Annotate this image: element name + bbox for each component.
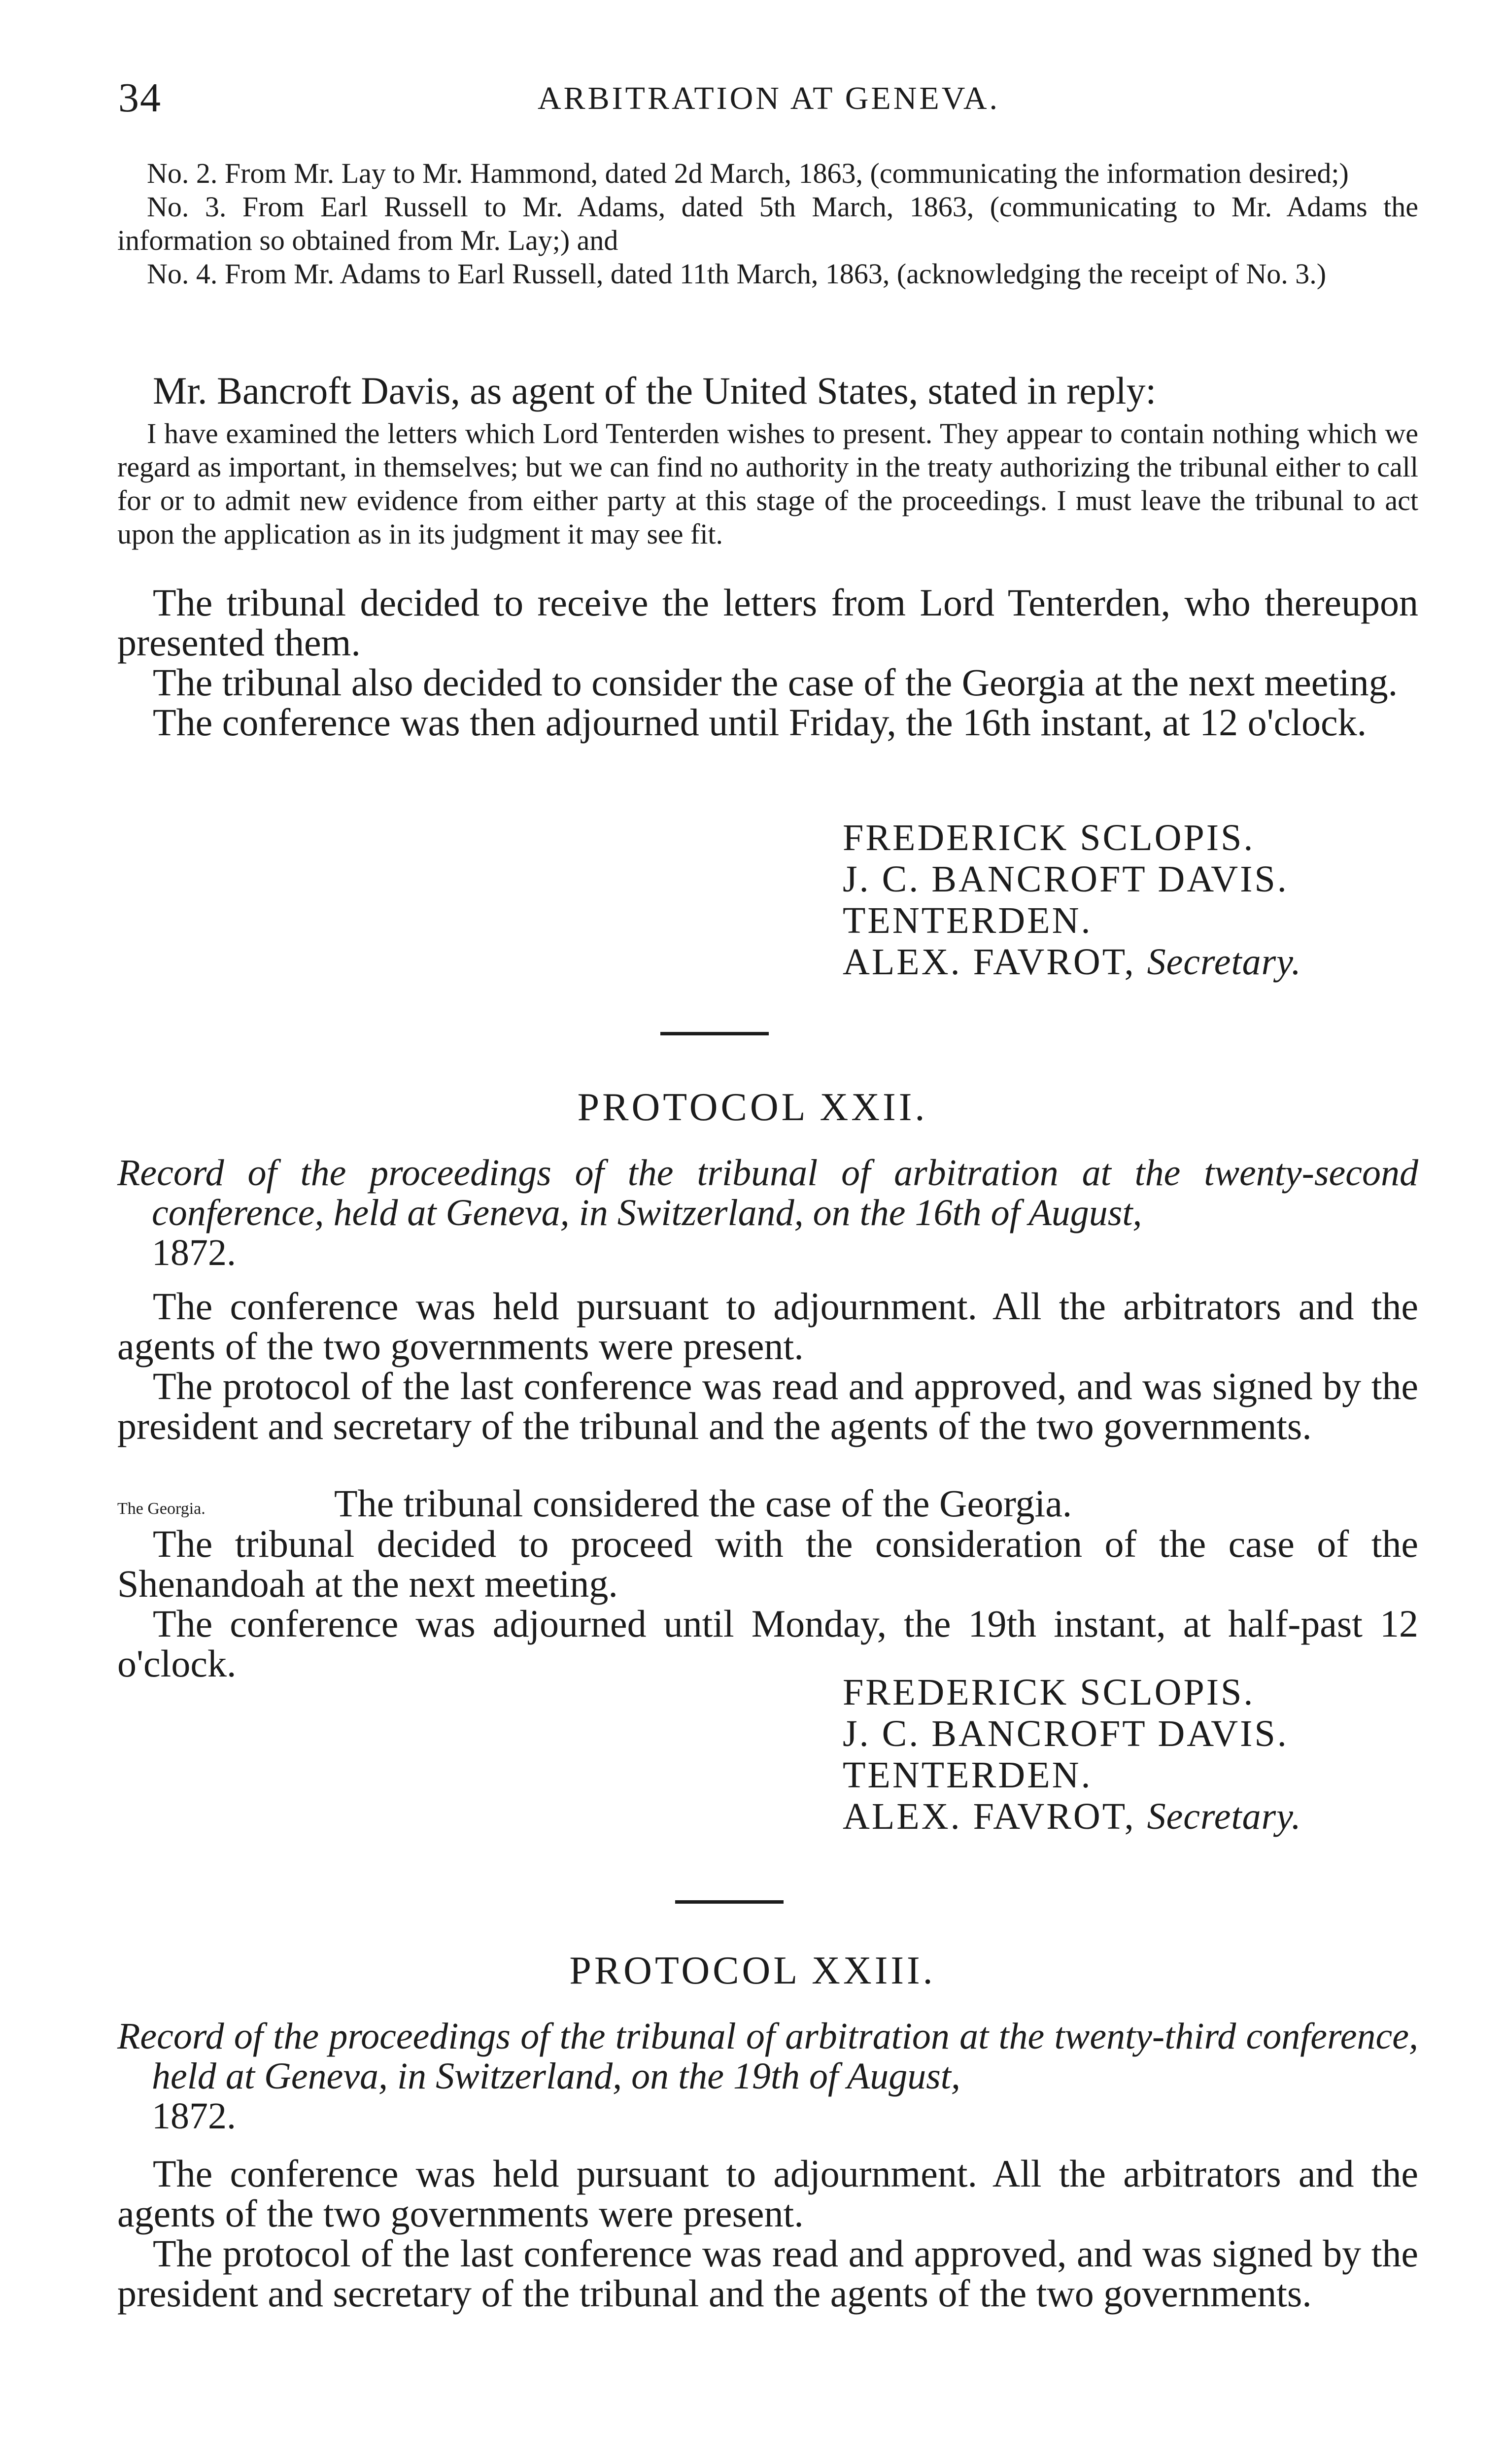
signature-favrot [843,1796,1301,1837]
signature-block [843,1672,1301,1837]
signature-role: Secretary. [1147,1796,1301,1837]
protocol-paragraph: The protocol of the last conference was read and approved, and was signed by the president and secretary of the tribunal and the agents of the two governments. [117,1365,1418,1447]
section-divider [660,1032,769,1035]
georgia-line: The tribunal considered the case of the Georgia. [334,1482,1072,1525]
protocol-record [117,1153,1418,1273]
protocol-paragraph: The conference was held pursuant to adjournment. All the arbitrators and the agents of the two governments were present. [117,2152,1418,2235]
record-text: Record of the proceedings of the tribunal of arbitration at the twenty-second conference, held at Geneva, in Switzerland, on the 16th of August, [117,1152,1418,1233]
protocol-body [117,1286,1418,1446]
signature-tenterden: TENTERDEN. [843,1754,1093,1796]
margin-note: The Georgia. [117,1500,205,1518]
signature-sclopis: FREDERICK SCLOPIS. [843,817,1255,858]
document-item: No. 4. From Mr. Adams to Earl Russell, dated 11th March, 1863, (acknowledging the receipt of No. 3.) [147,258,1327,290]
signature-tenterden: TENTERDEN. [843,900,1093,941]
signature-block [843,817,1301,983]
protocol-title: PROTOCOL XXII. [577,1086,928,1129]
document-item: No. 3. From Earl Russell to Mr. Adams, dated 5th March, 1863, (communicating to Mr. Adams the information so obtained from Mr. Lay;) and [117,191,1418,256]
document-item: No. 2. From Mr. Lay to Mr. Hammond, dated 2d March, 1863, (communicating the information desired;) [147,157,1349,189]
proceeding-paragraph: The conference was then adjourned until Friday, the 16th instant, at 12 o'clock. [153,701,1367,744]
reply-quote: I have examined the letters which Lord Tenterden wishes to present. They appear to contain nothing which we regard as important, in themselves; but we can find no authority in the treaty authorizing the tribunal either to call for or to admit new evidence from either party at this stage of the proceedings. I must leave the tribunal to act upon the application as in its judgment it may see fit. [117,417,1418,550]
protocol-record [117,2017,1418,2136]
reply-intro: Mr. Bancroft Davis, as agent of the United States, stated in reply: [153,369,1157,412]
reply-quote-block [117,417,1418,551]
reply-intro-block [117,371,1418,411]
running-title: ARBITRATION AT GENEVA. [537,80,1000,116]
document-list [117,157,1418,291]
record-year: 1872. [152,2095,236,2137]
page-number: 34 [118,75,162,121]
protocol-paragraph: The conference was adjourned until Monday, the 19th instant, at half-past 12 o'clock. [117,1602,1418,1685]
page-header [118,74,1419,128]
signature-role: Secretary. [1147,941,1301,983]
protocol-body [117,2154,1418,2313]
proceedings-block [117,582,1418,742]
signature-sclopis: FREDERICK SCLOPIS. [843,1672,1255,1713]
section-divider [675,1900,784,1904]
record-text: Record of the proceedings of the tribunal of arbitration at the twenty-third conference, held at Geneva, in Switzerland, on the 19th of August, [117,2016,1418,2097]
protocol-title: PROTOCOL XXIII. [569,1949,936,1992]
signature-davis: J. C. BANCROFT DAVIS. [843,1713,1289,1754]
proceeding-paragraph: The tribunal also decided to consider the case of the Georgia at the next meeting. [153,661,1398,704]
protocol-paragraph: The protocol of the last conference was read and approved, and was signed by the president and secretary of the tribunal and the agents of the two governments. [117,2232,1418,2315]
signature-davis: J. C. BANCROFT DAVIS. [843,858,1289,900]
signature-favrot-name: ALEX. FAVROT, [843,941,1136,983]
proceeding-paragraph: The tribunal decided to receive the letters from Lord Tenterden, who thereupon presented them. [117,581,1418,664]
protocol-paragraph: The conference was held pursuant to adjournment. All the arbitrators and the agents of the two governments were present. [117,1285,1418,1368]
signature-favrot [843,941,1301,983]
signature-favrot-name: ALEX. FAVROT, [843,1796,1136,1837]
record-year: 1872. [152,1232,236,1273]
protocol-body-continued [117,1524,1418,1683]
georgia-line-block [117,1483,1418,1523]
protocol-paragraph: The tribunal decided to proceed with the consideration of the case of the Shenandoah at the next meeting. [117,1522,1418,1605]
